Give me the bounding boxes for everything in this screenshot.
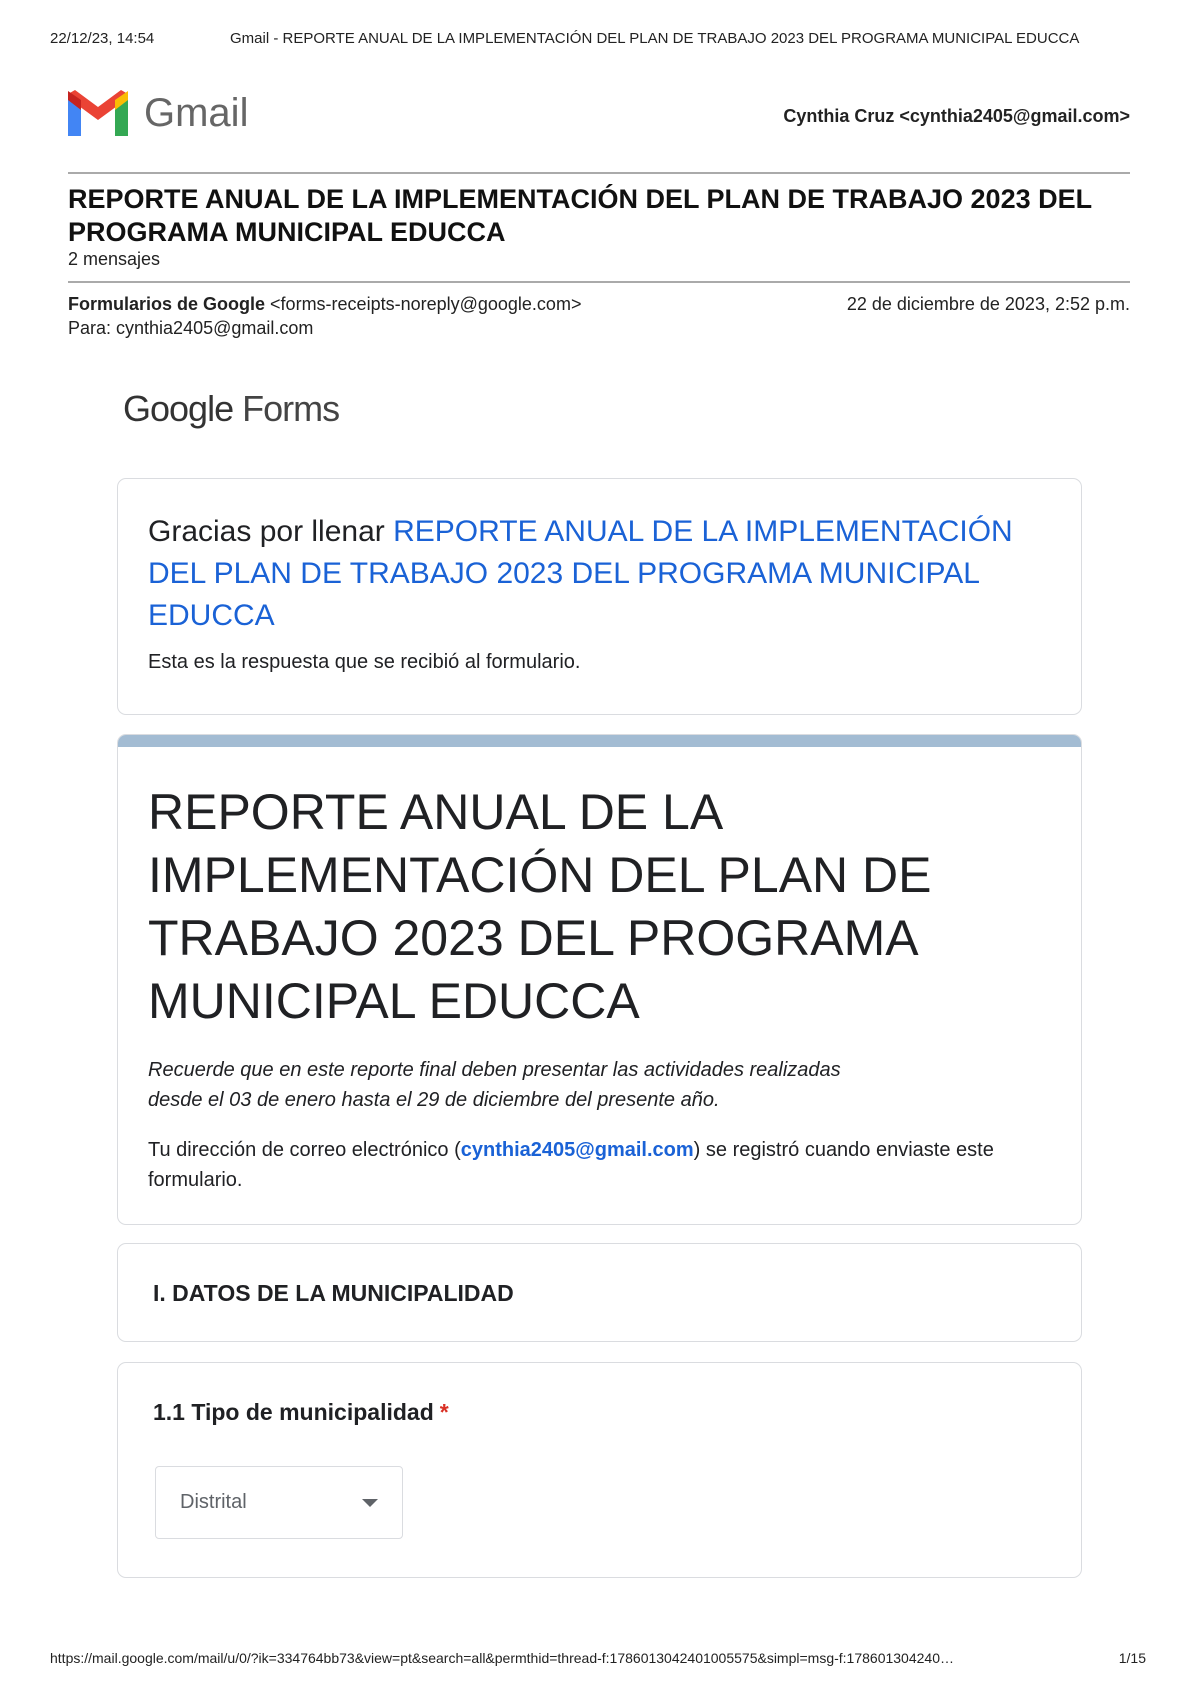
google-word: Google	[123, 388, 234, 429]
message-date: 22 de diciembre de 2023, 2:52 p.m.	[846, 294, 1130, 314]
question-card	[117, 1362, 1082, 1578]
account-user: Cynthia Cruz <cynthia2405@gmail.com>	[783, 106, 1130, 126]
thanks-heading	[148, 511, 1051, 637]
form-link[interactable]: REPORTE ANUAL DE LA IMPLEMENTACIÓN DEL PLAN DE TRABAJO 2023 DEL PROGRAMA MUNICIPAL EDUCCA	[148, 515, 1013, 632]
chevron-down-icon	[362, 1499, 378, 1507]
section-header: I. DATOS DE LA MUNICIPALIDAD	[117, 1243, 1082, 1342]
message-count: 2 mensajes	[68, 249, 161, 269]
email-prefix: Tu dirección de correo electrónico (	[148, 1139, 461, 1161]
municipality-type-dropdown[interactable]	[155, 1466, 403, 1539]
divider	[68, 172, 1130, 174]
dropdown-value: Distrital	[180, 1491, 247, 1513]
sender-email: <forms-receipts-noreply@google.com>	[270, 294, 582, 314]
form-description: Recuerde que en este reporte final deben presentar las actividades realizadas desde el 03 de enero hasta el 29 de diciembre del presente año.	[148, 1059, 841, 1111]
gmail-m-icon	[68, 90, 128, 136]
email-link[interactable]: cynthia2405@gmail.com	[460, 1139, 694, 1161]
forms-word: Forms	[242, 388, 340, 429]
message-to: Para: cynthia2405@gmail.com	[68, 318, 314, 338]
gmail-wordmark: Gmail	[144, 90, 249, 135]
email-notice	[148, 1135, 1051, 1195]
email-suffix: ) se registró cuando enviaste este formulario.	[148, 1139, 994, 1191]
print-datetime: 22/12/23, 14:54	[50, 30, 155, 47]
divider	[68, 281, 1130, 283]
form-color-band	[118, 735, 1081, 747]
page-number: 1/15	[1118, 1650, 1146, 1666]
thanks-note: Esta es la respuesta que se recibió al formulario.	[148, 651, 581, 673]
print-title: Gmail - REPORTE ANUAL DE LA IMPLEMENTACIÓN DEL PLAN DE TRABAJO 2023 DEL PROGRAMA MUNICIPAL EDUCCA	[230, 30, 1080, 47]
form-title: REPORTE ANUAL DE LA IMPLEMENTACIÓN DEL PLAN DE TRABAJO 2023 DEL PROGRAMA MUNICIPAL EDUCCA	[148, 784, 932, 1029]
google-forms-logo	[123, 388, 339, 430]
sender-name: Formularios de Google	[68, 294, 266, 314]
print-url: https://mail.google.com/mail/u/0/?ik=334764bb73&view=pt&search=all&permthid=thread-f:1786013042401005575&simpl=msg-f:178601304240…	[50, 1650, 954, 1666]
form-header-card	[117, 734, 1082, 1225]
message-from	[68, 294, 581, 315]
required-marker: *	[439, 1399, 449, 1425]
thanks-card	[117, 478, 1082, 715]
thanks-prefix: Gracias por llenar	[148, 515, 394, 548]
gmail-logo	[68, 90, 248, 136]
thread-subject: REPORTE ANUAL DE LA IMPLEMENTACIÓN DEL PLAN DE TRABAJO 2023 DEL PROGRAMA MUNICIPAL EDUCCA	[68, 184, 1092, 247]
question-text: 1.1 Tipo de municipalidad	[153, 1399, 434, 1425]
question-label	[153, 1399, 1046, 1426]
